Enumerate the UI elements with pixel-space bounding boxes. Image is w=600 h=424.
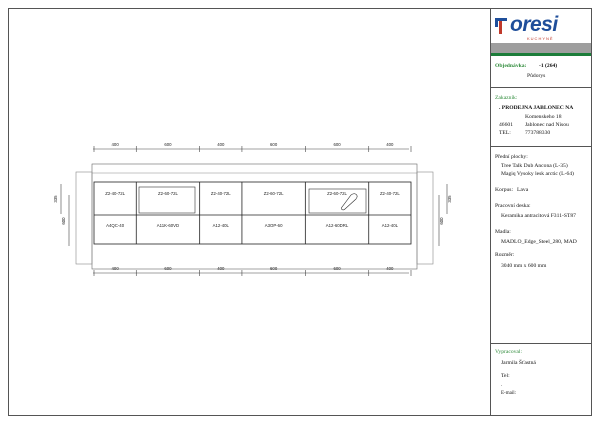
left-dimension-lines: [61, 184, 69, 246]
header-bar-gray: [491, 43, 591, 53]
worker-label: Vypracoval:: [495, 349, 523, 355]
brand-name: oresi: [510, 13, 558, 36]
top-dimension-value: 600: [333, 142, 341, 147]
worker-dot: .: [501, 382, 503, 388]
top-dimension-value: 400: [111, 142, 119, 147]
right-dimension-lines: [439, 184, 447, 246]
handle-value: MADLO_Edge_Steel_280, MAD: [501, 239, 577, 245]
handle-label: Madla:: [495, 229, 511, 235]
worker-tel-label: Tel:: [501, 373, 510, 379]
lower-cabinet-label: A12-40L: [212, 223, 229, 228]
customer-name: . PRODEJNA JABLONEC NA: [499, 105, 574, 111]
front-line-1: Tree Talk Dub Ancona (L-35): [501, 163, 568, 169]
lower-cabinet-label: A3OP-60: [264, 223, 283, 228]
order-label: Objednávka:: [495, 63, 527, 69]
worktop-outline: [92, 164, 417, 269]
upper-cabinet-label: Z2-40-72L: [210, 191, 231, 196]
size-value: 3040 mm x 600 mm: [501, 263, 547, 269]
floor-plan-drawing: [9, 9, 490, 415]
bottom-dimension-value: 400: [386, 266, 394, 271]
side-dimension-value: 600: [61, 217, 66, 225]
right-side-panel: [417, 172, 433, 264]
brand-logo: [491, 12, 591, 42]
brand-subtitle: KUCHYNĚ: [527, 36, 554, 41]
top-dimension-value: 600: [270, 142, 278, 147]
lower-cabinet-label: A12-60DRL: [325, 223, 349, 228]
lower-cabinet-label: A4QC-40: [106, 223, 125, 228]
customer-tel-label: TEL:: [499, 130, 511, 136]
bottom-dimension-value: 400: [217, 266, 225, 271]
side-dimension-value: 600: [439, 217, 444, 225]
separator: [491, 87, 591, 88]
body-label: Korpus:: [495, 187, 514, 193]
upper-cabinet-label: Z2-60-72L: [158, 191, 178, 196]
side-dimension-value: 335: [447, 195, 452, 203]
bottom-dimension-value: 600: [270, 266, 278, 271]
customer-city: Jablonec nad Nisou: [525, 122, 569, 128]
front-line-2: Magiq Vysoky lesk arctic (L-64): [501, 171, 574, 177]
worker-email-label: E-mail:: [501, 391, 516, 396]
lower-cabinet-label: A11K-60VD: [156, 223, 180, 228]
info-panel: [491, 9, 591, 415]
separator: [491, 146, 591, 147]
side-dimension-value: 335: [53, 195, 58, 203]
body-value: Lava: [517, 187, 529, 193]
bottom-dimension-value: 600: [164, 266, 172, 271]
customer-street: Komenskeho 18: [525, 114, 562, 120]
upper-cabinet-label: Z2-60-72L: [327, 191, 347, 196]
upper-cabinet-label: Z2-40-72L: [105, 191, 126, 196]
top-dimension-value: 400: [217, 142, 225, 147]
left-side-panel: [76, 172, 92, 264]
order-value: -1 (264): [539, 63, 558, 69]
order-type: Půdorys: [527, 73, 546, 79]
customer-tel: 773788330: [525, 130, 551, 136]
upper-cabinet-label: Z2-60-72L: [263, 191, 284, 196]
top-dimension-value: 400: [386, 142, 394, 147]
customer-zip: 46601: [499, 122, 513, 128]
top-dimension-value: 600: [164, 142, 172, 147]
desk-value: Keramika antracitová F311-ST87: [501, 213, 576, 219]
desk-label: Pracovní deska:: [495, 203, 531, 209]
brand-mark-icon: [494, 17, 508, 35]
separator: [491, 343, 591, 344]
front-label: Přední plochy:: [495, 154, 528, 160]
lower-cabinet-label: A12-40L: [381, 223, 398, 228]
upper-cabinet-label: Z2-40-72L: [379, 191, 400, 196]
bottom-dimension-value: 400: [111, 266, 119, 271]
size-label: Rozměr:: [495, 252, 515, 258]
header-bar-green: [491, 53, 591, 56]
bottom-dimension-value: 600: [333, 266, 341, 271]
customer-label: Zakazník:: [495, 95, 518, 101]
worker-name: Jarmila Šťastná: [501, 360, 536, 366]
